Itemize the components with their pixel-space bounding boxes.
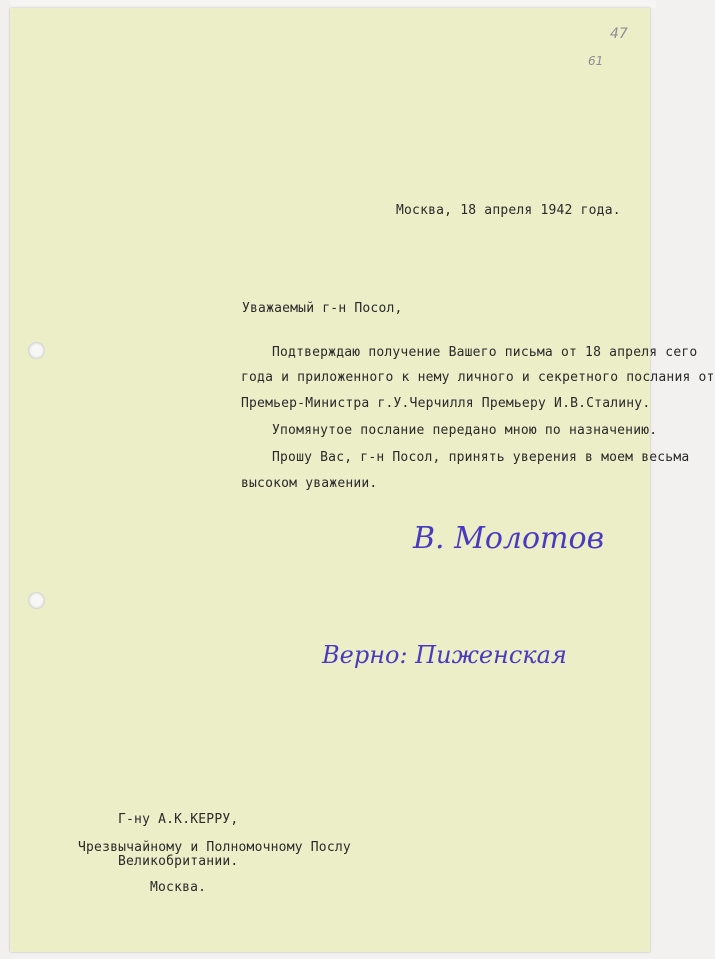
scan-border-top (0, 0, 656, 8)
addressee-title-line1: Чрезвычайному и Полномочному Послу (78, 840, 351, 855)
body-line: Прошу Вас, г-н Посол, принять уверения в моем весьма (272, 450, 690, 465)
date-line: Москва, 18 апреля 1942 года. (396, 203, 621, 218)
archive-mark: 47 (610, 26, 628, 42)
signature: В. Молотов (413, 521, 605, 556)
certification-signature: Верно: Пиженская (322, 641, 567, 669)
addressee-title-line2: Великобритании. (118, 854, 239, 869)
body-line: Упомянутое послание передано мною по назначению. (272, 423, 658, 438)
body-line: Подтверждаю получение Вашего письма от 18 апреля сего (272, 345, 698, 360)
body-line: года и приложенного к нему личного и секретного послания от (241, 370, 715, 385)
punch-hole-bottom (28, 592, 45, 609)
archive-mark-sub: 61 (588, 54, 604, 68)
addressee-city: Москва. (150, 880, 207, 895)
scan-border-left (0, 0, 10, 959)
body-line: высоком уважении. (241, 476, 378, 491)
document-page (10, 8, 715, 952)
addressee-name: Г-ну А.К.КЕРРУ, (118, 812, 239, 827)
punch-hole-top (28, 342, 45, 359)
body-line: Премьер-Министра г.У.Черчилля Премьеру И.В.Сталину. (241, 396, 651, 411)
salutation: Уважаемый г-н Посол, (242, 301, 403, 316)
